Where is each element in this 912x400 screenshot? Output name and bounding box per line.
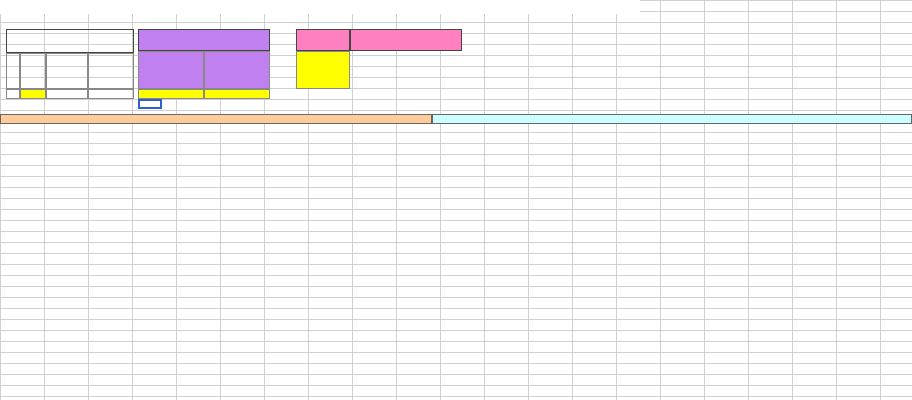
battery-type-header: [6, 53, 20, 89]
discharging-section-header: [432, 114, 912, 124]
experimenter-name[interactable]: [296, 51, 350, 89]
selected-cell[interactable]: [138, 99, 162, 109]
experimenter-header: [296, 29, 350, 51]
test-info-header: [138, 29, 270, 51]
last-run-header: [204, 51, 270, 89]
first-run-value[interactable]: [138, 89, 204, 99]
first-run-header: [138, 51, 204, 89]
battery-data-header: [6, 29, 134, 53]
battery-amp-value[interactable]: [20, 89, 46, 99]
charging-section-header: [0, 114, 432, 124]
last-run-value[interactable]: [204, 89, 270, 99]
battery-age-header: [46, 53, 88, 89]
page-title: [0, 0, 640, 14]
battery-c20-value: [88, 89, 134, 99]
battery-c20-header: [88, 53, 134, 89]
battery-type-value[interactable]: [6, 89, 20, 99]
battery-age-value[interactable]: [46, 89, 88, 99]
battery-amp-header: [20, 53, 46, 89]
notes-header: [350, 29, 462, 51]
